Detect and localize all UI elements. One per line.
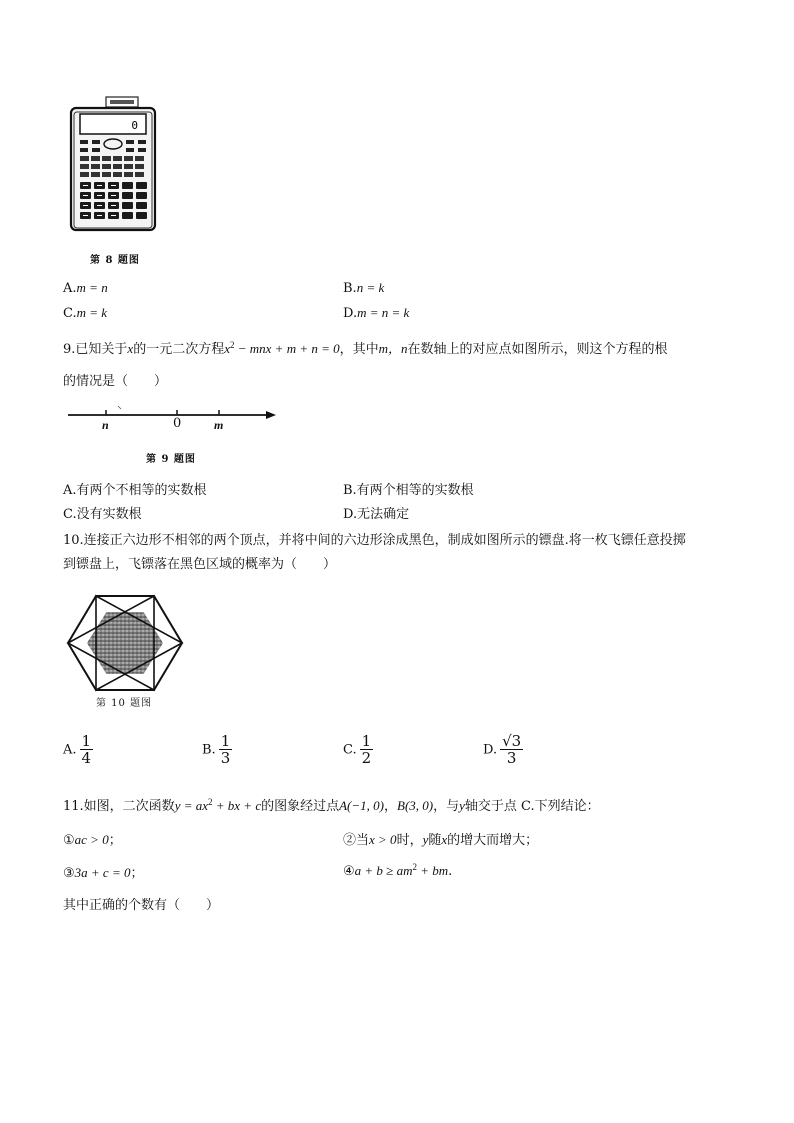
q10-option-d[interactable]: D. $\frac{√3}{3}$ (483, 732, 522, 767)
q9-option-c[interactable]: C.没有实数根 (63, 507, 142, 522)
option-expr: m = k (76, 305, 108, 320)
number-line (66, 404, 278, 434)
point-b: B(3, 0) (397, 798, 434, 813)
option-expr: m = n (76, 280, 108, 295)
figure-8-caption: 第 8 题图 (90, 255, 140, 266)
q11-conclusion-4: ④a + $b \ge am^2$ + bm. (343, 862, 453, 879)
calculator-illustration (68, 96, 160, 232)
dartboard-figure (64, 592, 186, 694)
q8-option-c[interactable] (63, 305, 107, 321)
option-expr: n = k (356, 280, 385, 295)
q9-option-b[interactable]: B.有两个相等的实数根 (343, 483, 474, 498)
option-label: A. (63, 281, 77, 296)
q11-conclusion-2: ②当x > 0时，y随x的增大而增大； (343, 832, 539, 848)
calculator-display: 0 (131, 119, 138, 132)
q8-option-b[interactable] (343, 280, 384, 296)
fraction: $\frac{1}{3}$ (220, 732, 231, 767)
axis-label-n: n (102, 418, 109, 432)
axis-label-m: m (214, 418, 224, 432)
q9-option-a[interactable]: A.有两个不相等的实数根 (63, 483, 207, 498)
q11-conclusion-3: ③3a + c = 0； (63, 865, 144, 881)
q11-conclusion-1: ①ac > 0； (63, 832, 122, 848)
fraction: $\frac{1}{2}$ (361, 732, 372, 767)
q10-stem-line1: 10.连接正六边形不相邻的两个顶点，并将中间的六边形涂成黑色，制成如图所示的镖盘.将一枚飞镖任意投掷 (63, 533, 686, 548)
hexagon-dartboard (64, 592, 186, 694)
fraction: $\frac{1}{4}$ (81, 732, 92, 767)
q8-option-a[interactable] (63, 280, 108, 296)
axis-label-zero: 0 (173, 416, 182, 431)
fraction: $\frac{√3}{3}$ (502, 732, 522, 767)
point-a: A(−1, 0) (339, 798, 384, 813)
figure-10-caption: 第 10 题图 (96, 698, 153, 709)
q10-option-c[interactable]: C. $\frac{1}{2}$ (343, 732, 372, 767)
q11-function: $y = ax^2$ + bx + c (174, 797, 262, 813)
q8-option-d[interactable] (343, 305, 409, 321)
q11-question: 其中正确的个数有（ ） (63, 898, 220, 913)
option-expr: m = n = k (357, 305, 410, 320)
option-label: B. (343, 281, 357, 296)
q9-stem-line2: 的情况是（ ） (63, 374, 168, 389)
q9-option-d[interactable]: D.无法确定 (343, 507, 410, 522)
q10-option-a[interactable]: A. $\frac{1}{4}$ (63, 732, 92, 767)
q9-equation: $x^2$ − mnx + m + n = 0 (224, 340, 340, 356)
q10-stem-line2: 到镖盘上，飞镖落在黑色区域的概率为（ ） (63, 557, 337, 572)
option-label: C. (63, 306, 77, 321)
q9-stem-line1: 9.已知关于x的一元二次方程$x^2$ − mnx + m + n = 0，其中m，n在数轴上的对应点如图所示，则这个方程的根 (63, 340, 668, 357)
calculator-figure (68, 96, 160, 232)
q10-option-b[interactable]: B. $\frac{1}{3}$ (202, 732, 231, 767)
figure-9-caption: 第 9 题图 (146, 454, 196, 465)
option-label: D. (343, 306, 358, 321)
q11-stem: 11.如图，二次函数$y = ax^2$ + bx + c的图象经过点A(−1, 0)，B(3, 0)，与y轴交于点 C.下列结论： (63, 797, 600, 814)
number-line-figure (66, 404, 278, 434)
